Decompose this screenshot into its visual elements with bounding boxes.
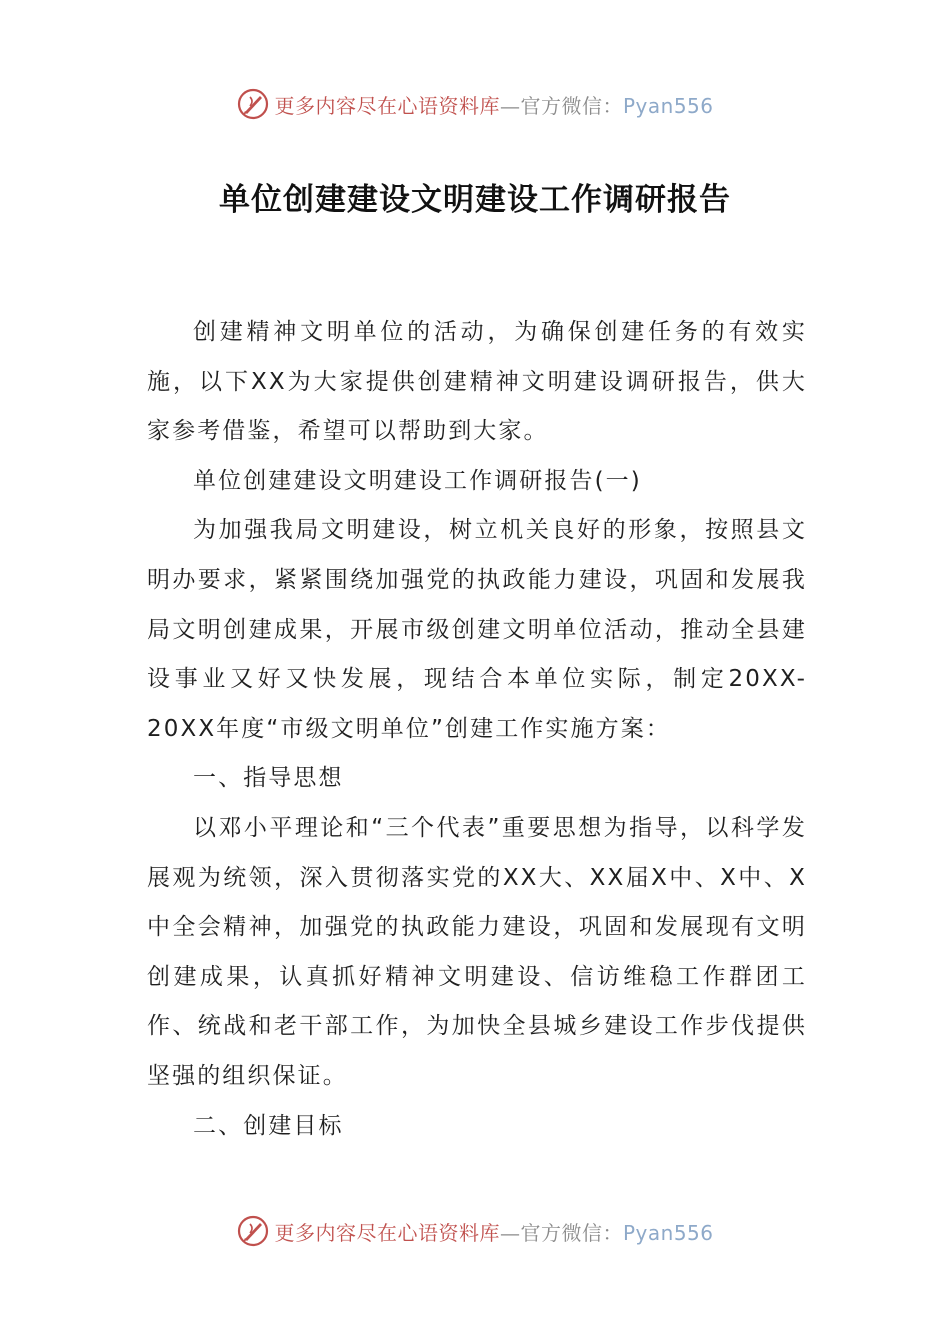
footer-watermark-banner xyxy=(0,1211,950,1251)
body-paragraph: 以邓小平理论和“三个代表”重要思想为指导，以科学发展观为统领，深入贯彻落实党的XX大、XX届X中、X中、X中全会精神，加强党的执政能力建设，巩固和发展现有文明创建成果，认真抓好精神文明建设、信访维稳工作群团工作、统战和老干部工作，为加快全县城乡建设工作步伐提供坚强的组织保证。 xyxy=(147,814,807,1089)
banner-text xyxy=(274,90,713,119)
banner-text xyxy=(274,1217,713,1246)
report-subtitle: 单位创建建设文明建设工作调研报告(一) xyxy=(193,467,642,494)
document-title: 单位创建建设文明建设工作调研报告 xyxy=(219,182,731,218)
banner-wechat-id: Pyan556 xyxy=(622,93,714,118)
section-heading-goals: 二、创建目标 xyxy=(193,1112,344,1139)
banner-main-text: 更多内容尽在心语资料库 xyxy=(274,93,500,118)
banner-wechat-id: Pyan556 xyxy=(622,1220,714,1245)
banner-main-text: 更多内容尽在心语资料库 xyxy=(274,1220,500,1245)
quill-pen-circle-icon xyxy=(236,1214,270,1248)
quill-pen-circle-icon xyxy=(236,87,270,121)
banner-dash: — xyxy=(499,93,521,118)
banner-dash: — xyxy=(499,1220,521,1245)
section-heading-guiding-ideology: 一、指导思想 xyxy=(193,765,344,792)
header-watermark-banner xyxy=(0,84,950,124)
banner-wechat-label: 官方微信： xyxy=(520,93,623,118)
banner-wechat-label: 官方微信： xyxy=(520,1220,623,1245)
intro-paragraph: 创建精神文明单位的活动，为确保创建任务的有效实施，以下XX为大家提供创建精神文明建设调研报告，供大家参考借鉴，希望可以帮助到大家。 xyxy=(147,319,807,445)
document-body xyxy=(147,308,807,1151)
body-paragraph: 为加强我局文明建设，树立机关良好的形象，按照县文明办要求，紧紧围绕加强党的执政能力建设，巩固和发展我局文明创建成果，开展市级创建文明单位活动，推动全县建设事业又好又快发展，现结合本单位实际，制定20XX-20XX年度“市级文明单位”创建工作实施方案： xyxy=(147,517,807,742)
